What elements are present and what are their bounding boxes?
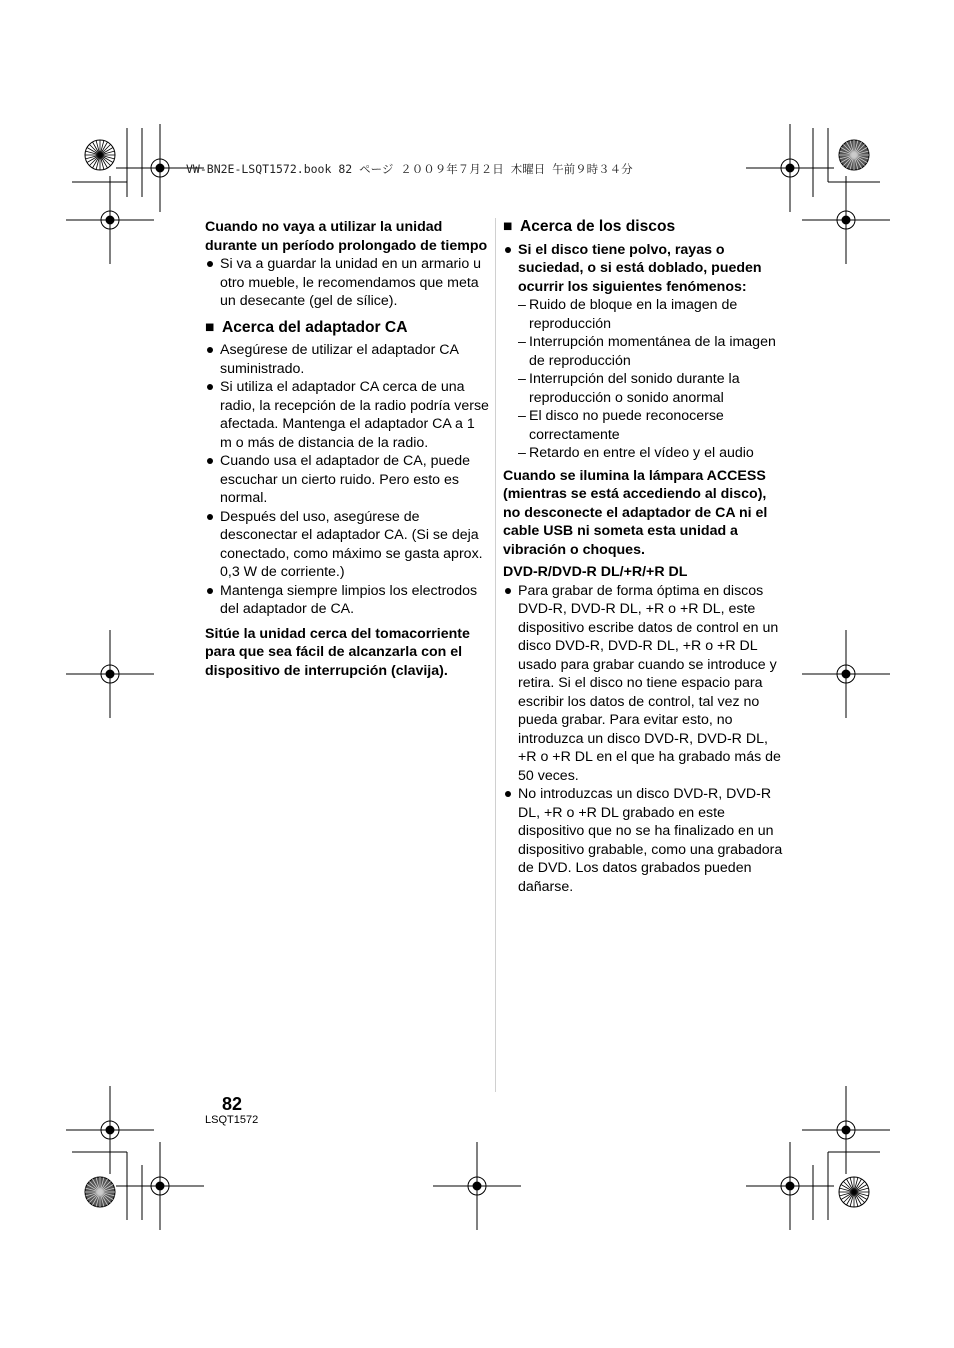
registration-starburst-icon bbox=[839, 1177, 869, 1207]
storage-heading: Cuando no vaya a utilizar la unidad durante un período prolongado de tiempo bbox=[205, 219, 488, 254]
ac-adaptor-heading bbox=[205, 319, 489, 338]
list-item: Mantenga siempre limpios los electrodos del adaptador de CA. bbox=[205, 582, 489, 619]
list-item: Si va a guardar la unidad en un armario u otro mueble, le recomendamos que meta un desecante (gel de sílice). bbox=[205, 255, 489, 311]
list-item: Si utiliza el adaptador CA cerca de una radio, la recepción de la radio podría verse afectada. Mantenga el adaptador CA a 1 m o más de distancia de la radio. bbox=[205, 378, 489, 452]
registration-crosshair-icon bbox=[802, 176, 890, 264]
registration-crosshair-icon bbox=[66, 630, 154, 718]
list-item: Asegúrese de utilizar el adaptador CA suministrado. bbox=[205, 341, 489, 378]
registration-crosshair-icon bbox=[746, 1142, 834, 1230]
ac-adaptor-bullets bbox=[205, 341, 489, 619]
registration-crosshair-icon bbox=[66, 176, 154, 264]
column-divider bbox=[495, 218, 496, 1092]
registration-crosshair-icon bbox=[802, 630, 890, 718]
dvd-format-heading: DVD-R/DVD-R DL/+R/+R DL bbox=[503, 564, 688, 580]
list-item: Para grabar de forma óptima en discos DVD-R, DVD-R DL, +R o +R DL, este dispositivo escribe datos de control en un disco DVD-R, DVD-R DL, +R o +R DL usado para grabar cuando se introduce y retira. Si el disco no tiene espacio para escribir los datos de control, tal vez no pueda grabar. Para evitar esto, no introduzca un disco DVD-R, DVD-R DL, +R o +R DL en el que ha grabado más de 50 veces. bbox=[503, 582, 787, 786]
disc-effects-list bbox=[518, 296, 787, 463]
list-item: Después del uso, asegúrese de desconectar el adaptador CA. (Si se deja conectado, como máximo se gasta aprox. 0,3 W de corriente.) bbox=[205, 508, 489, 582]
list-item: Cuando usa el adaptador de CA, puede escuchar un cierto ruido. Pero esto es normal. bbox=[205, 452, 489, 508]
access-warning: Cuando se ilumina la lámpara ACCESS (mientras se está accediendo al disco), no desconecte el adaptador de CA ni el cable USB ni someta esta unidad a vibración o choques. bbox=[503, 467, 768, 558]
square-bullet-icon: ■ bbox=[205, 318, 215, 336]
list-item: – El disco no puede reconocerse correctamente bbox=[518, 407, 787, 444]
registration-starburst-icon bbox=[839, 140, 869, 170]
heading-label: Acerca de los discos bbox=[520, 218, 676, 235]
registration-crosshair-icon bbox=[116, 1142, 204, 1230]
discs-heading bbox=[503, 218, 787, 237]
heading-label: Acerca del adaptador CA bbox=[222, 318, 408, 336]
list-item: – Interrupción momentánea de la imagen de reproducción bbox=[518, 333, 787, 370]
dvd-bullets bbox=[503, 582, 787, 897]
outlet-note: Sitúe la unidad cerca del tomacorriente para que sea fácil de alcanzarla con el dispositivo de interrupción (clavija). bbox=[205, 625, 470, 679]
right-column bbox=[503, 218, 787, 896]
left-column bbox=[205, 218, 489, 680]
list-item: – Interrupción del sonido durante la reproducción o sonido anormal bbox=[518, 370, 787, 407]
document-code: LSQT1572 bbox=[205, 1114, 259, 1126]
list-item: – Ruido de bloque en la imagen de reproducción bbox=[518, 296, 787, 333]
storage-bullets bbox=[205, 255, 489, 311]
page-number: 82 bbox=[222, 1094, 243, 1114]
registration-crosshair-icon bbox=[746, 124, 834, 212]
registration-crosshair-icon bbox=[66, 1086, 154, 1174]
registration-starburst-icon bbox=[85, 140, 115, 170]
registration-crosshair-icon bbox=[433, 1142, 521, 1230]
disc-condition-bullets bbox=[503, 241, 787, 297]
list-item: No introduzcas un disco DVD-R, DVD-R DL, +R o +R DL grabado en este dispositivo que no se ha finalizado en un dispositivo grabable, como una grabadora de DVD. Los datos grabados pueden dañarse. bbox=[503, 785, 787, 896]
registration-crosshair-icon bbox=[802, 1086, 890, 1174]
square-bullet-icon: ■ bbox=[503, 218, 513, 235]
list-item: Si el disco tiene polvo, rayas o suciedad, o si está doblado, pueden ocurrir los siguientes fenómenos: bbox=[503, 241, 787, 297]
print-file-header: VW-BN2E-LSQT1572.book 82 ページ ２００９年７月２日 木曜日 午前９時３４分 bbox=[186, 162, 633, 176]
list-item: – Retardo en entre el vídeo y el audio bbox=[518, 444, 787, 463]
registration-starburst-icon bbox=[85, 1177, 115, 1207]
